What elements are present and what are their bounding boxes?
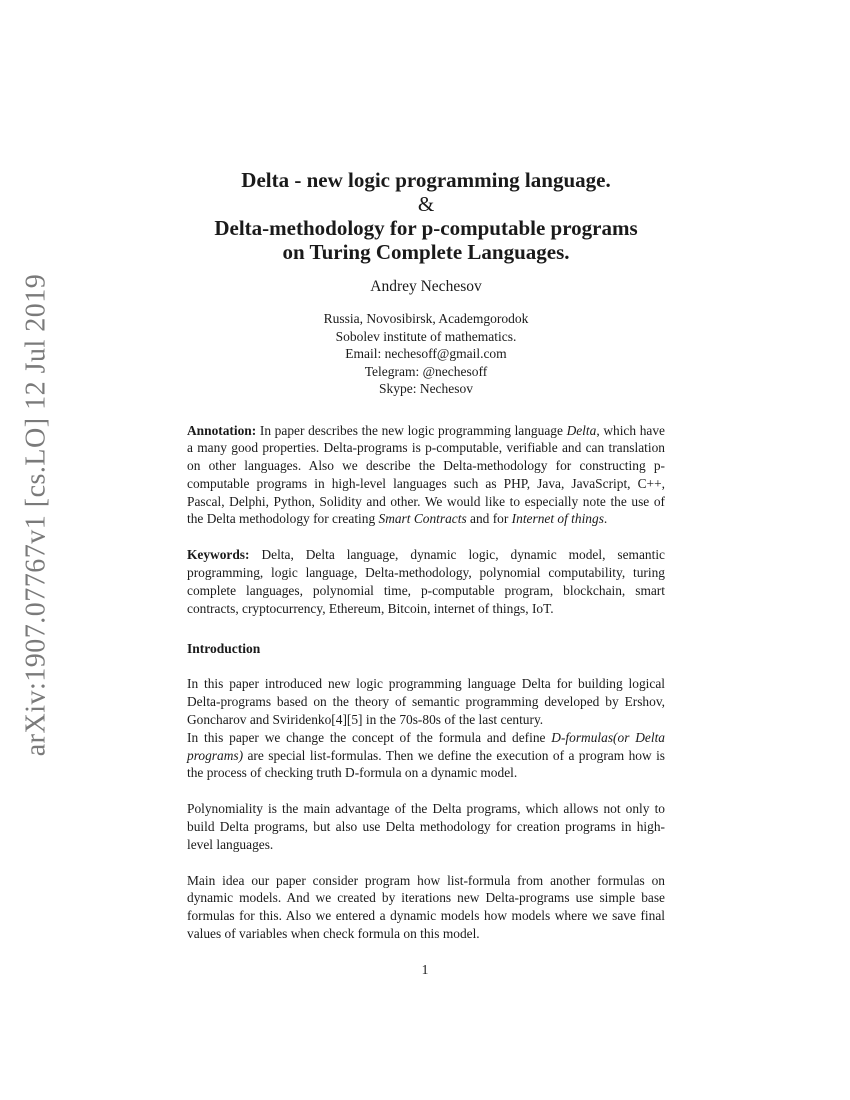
intro-paragraph-3: Polynomiality is the main advantage of the Delta programs, which allows not only to build Delta programs, but also use Delta methodology for creation programs in high-level languages. [187,801,665,852]
introduction-heading: Introduction [187,641,261,657]
annotation-label: Annotation: [187,422,257,438]
intro-paragraph-2 [187,729,665,782]
intro-paragraph-4: Main idea our paper consider program how list-formula from another formulas on dynamic models. And we created by iterations new Delta-programs use simple base formulas for this. Also we entered a dynamic models how models where we save final values of variables when check formula on this model. [187,872,665,942]
annotation-text-3: and for [466,511,512,527]
annotation-paragraph [187,422,665,529]
affiliation-block [187,310,665,398]
affiliation-telegram: Telegram: @nechesoff [364,363,488,379]
arxiv-id-text: arXiv:1907.07767v1 [cs.LO] 12 Jul 2019 [20,273,52,757]
annotation-text-1: In paper describes the new logic programming language [256,422,567,438]
keywords-paragraph [187,546,665,617]
annotation-em-smart-contracts: Smart Contracts [378,511,467,527]
annotation-em-delta: Delta [566,422,597,438]
title-line-1: Delta - new logic programming language. [241,168,611,192]
intro-p2-em: D-formulas(or Delta programs) [187,729,665,763]
page-number: 1 [421,962,429,977]
keywords-label: Keywords: [187,547,250,563]
intro-paragraph-1: In this paper introduced new logic programming language Delta for building logical Delta-programs based on the theory of semantic programming developed by Ershov, Goncharov and Sviridenko[4][5] in the 70s-80s of the last century. [187,676,665,728]
author-name: Andrey Nechesov [370,278,482,295]
affiliation-address: Russia, Novosibirsk, Academgorodok [323,311,529,326]
annotation-text-4: . [603,511,608,527]
paper-page [187,168,665,943]
title-line-4: on Turing Complete Languages. [282,240,570,264]
intro-p2-text-b: are special list-formulas. Then we define the execution of a program how is the process of checking truth D-formula on a dynamic model. [187,747,665,781]
paper-title [187,168,665,264]
annotation-text-2: , which have a many good properties. Delta-programs is p-computable, verifiable and can translation on other languages. Also we describe the Delta-methodology for constructing p-computable programs in high-level languages such as PHP, Java, JavaScript, C++, Pascal, Delphi, Python, Solidity and other. We would like to especially note the use of the Delta methodology for creating [187,422,665,527]
annotation-em-iot: Internet of things [511,511,604,527]
arxiv-sidebar-stamp [14,273,58,757]
affiliation-skype: Skype: Nechesov [378,381,474,396]
keywords-text: Delta, Delta language, dynamic logic, dynamic model, semantic programming, logic language, Delta-methodology, polynomial computability, turing complete languages, polynomial time, p-computable program, blockchain, smart contracts, cryptocurrency, Ethereum, Bitcoin, internet of things, IoT. [187,547,665,616]
title-ampersand: & [417,192,435,216]
title-line-3: Delta-methodology for p-computable programs [214,216,638,240]
intro-p2-text-a: In this paper we change the concept of the formula and define [187,729,552,745]
affiliation-institute: Sobolev institute of mathematics. [335,328,517,344]
affiliation-email: Email: nechesoff@gmail.com [345,346,507,361]
